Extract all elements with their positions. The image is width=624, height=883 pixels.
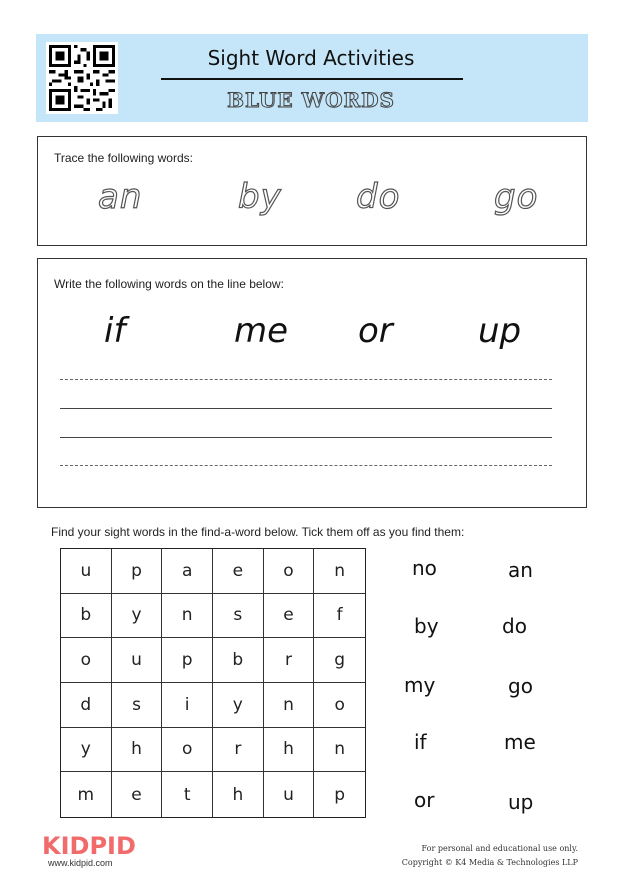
grid-cell[interactable]: p — [162, 638, 213, 683]
usage-note: For personal and educational use only. — [421, 844, 578, 853]
grid-cell[interactable]: s — [213, 594, 264, 639]
grid-cell[interactable]: a — [162, 549, 213, 594]
grid-cell[interactable]: u — [61, 549, 112, 594]
copyright-note — [402, 842, 578, 870]
grid-cell[interactable]: s — [112, 683, 163, 728]
write-word: me — [234, 311, 289, 351]
grid-cell[interactable]: u — [264, 772, 315, 817]
write-word: or — [358, 311, 393, 351]
word-list-item[interactable]: or — [414, 788, 435, 812]
trace-word[interactable]: do — [356, 177, 401, 217]
grid-cell[interactable]: e — [264, 594, 315, 639]
grid-cell[interactable]: g — [314, 638, 365, 683]
word-list-item[interactable]: if — [414, 730, 427, 754]
site-url[interactable]: www.kidpid.com — [48, 858, 113, 868]
grid-cell[interactable]: b — [61, 594, 112, 639]
grid-cell[interactable]: r — [264, 638, 315, 683]
grid-cell[interactable]: h — [112, 728, 163, 773]
writing-line-dashed-bottom[interactable] — [60, 465, 552, 466]
grid-cell[interactable]: d — [61, 683, 112, 728]
trace-word[interactable]: go — [494, 177, 539, 217]
write-section — [37, 258, 587, 508]
grid-cell[interactable]: h — [264, 728, 315, 773]
find-instruction: Find your sight words in the find-a-word below. Tick them off as you find them: — [51, 525, 465, 539]
grid-cell[interactable]: b — [213, 638, 264, 683]
word-list-item[interactable]: do — [502, 614, 527, 638]
grid-cell[interactable]: h — [213, 772, 264, 817]
grid-cell[interactable]: o — [314, 683, 365, 728]
word-list-item[interactable]: my — [404, 673, 436, 697]
word-list-item[interactable]: no — [412, 556, 437, 580]
page-title: Sight Word Activities — [207, 46, 415, 70]
grid-cell[interactable]: r — [213, 728, 264, 773]
writing-line-solid[interactable] — [60, 437, 552, 438]
grid-cell[interactable]: i — [162, 683, 213, 728]
word-list-item[interactable]: an — [508, 558, 533, 582]
grid-cell[interactable]: n — [314, 728, 365, 773]
word-list-item[interactable]: go — [508, 674, 533, 698]
grid-cell[interactable]: f — [314, 594, 365, 639]
grid-cell[interactable]: p — [112, 549, 163, 594]
grid-cell[interactable]: t — [162, 772, 213, 817]
grid-cell[interactable]: n — [314, 549, 365, 594]
header-banner — [36, 34, 588, 122]
write-word: up — [478, 311, 522, 351]
grid-cell[interactable]: n — [264, 683, 315, 728]
grid-cell[interactable]: o — [162, 728, 213, 773]
write-word: if — [104, 311, 126, 351]
word-list-item[interactable]: up — [508, 790, 534, 814]
page-subtitle: BLUE WORDS — [227, 88, 395, 112]
grid-cell[interactable]: e — [112, 772, 163, 817]
trace-word[interactable]: an — [98, 177, 143, 217]
writing-line-dashed-top[interactable] — [60, 379, 552, 380]
grid-cell[interactable]: u — [112, 638, 163, 683]
grid-cell[interactable]: o — [264, 549, 315, 594]
find-a-word-grid — [60, 548, 366, 818]
qr-code-icon[interactable] — [46, 42, 118, 114]
title-divider — [161, 78, 463, 80]
trace-instruction: Trace the following words: — [54, 151, 193, 165]
grid-cell[interactable]: p — [334, 784, 346, 805]
logo-wordmark: KIDPID — [42, 832, 136, 860]
grid-cell[interactable]: e — [213, 549, 264, 594]
word-list-item[interactable]: by — [414, 614, 439, 638]
grid-cell[interactable]: y — [112, 594, 163, 639]
trace-word[interactable]: by — [238, 177, 282, 217]
kidpid-logo[interactable] — [42, 832, 136, 868]
grid-cell[interactable]: m — [61, 772, 112, 817]
grid-cell[interactable]: o — [61, 638, 112, 683]
word-list-item[interactable]: me — [504, 730, 536, 754]
copyright-text: Copyright © K4 Media & Technologies LLP — [401, 858, 578, 867]
trace-section — [37, 136, 587, 246]
write-instruction: Write the following words on the line below: — [54, 277, 284, 291]
grid-cell[interactable]: n — [162, 594, 213, 639]
writing-line-solid[interactable] — [60, 408, 552, 409]
grid-cell[interactable]: y — [61, 728, 112, 773]
grid-cell[interactable]: y — [213, 683, 264, 728]
